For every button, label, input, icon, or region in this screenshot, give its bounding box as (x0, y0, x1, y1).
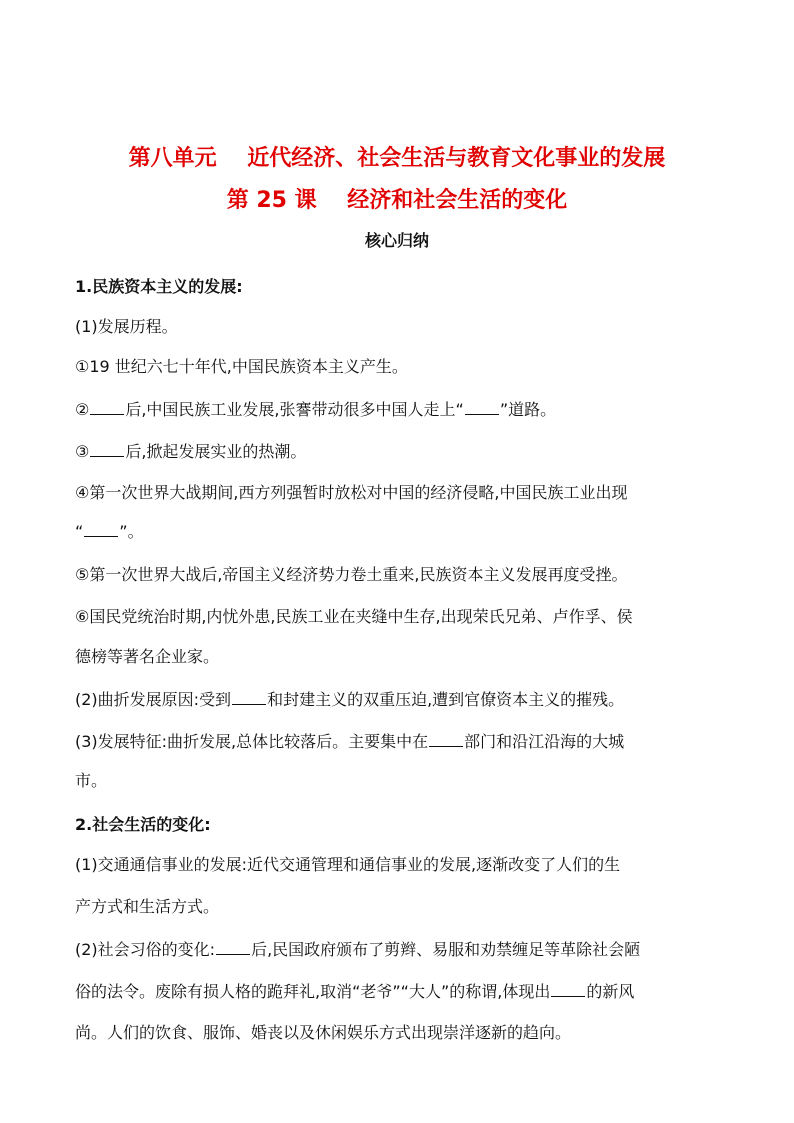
sub3-text: (3)发展特征:曲折发展,总体比较落后。主要集中在 (75, 732, 429, 751)
section1-sub3 (75, 730, 624, 753)
section1-item1: ①19 世纪六七十年代,中国民族资本主义产生。 (75, 357, 408, 376)
fill-in-blank[interactable] (90, 440, 124, 457)
sub2-text: (2)曲折发展原因:受到 (75, 690, 232, 709)
section1-sub2 (75, 688, 624, 711)
section1-sub3-line2: 市。 (75, 771, 108, 790)
unit-title: 第八单元 近代经济、社会生活与教育文化事业的发展 (128, 146, 666, 171)
sub3-tail: 部门和沿江沿海的大城 (464, 732, 625, 751)
s2-sub2-line2-tail: 的新风 (586, 982, 635, 1001)
item4-quote-open: “ (75, 522, 84, 541)
lesson-title: 第 25 课 经济和社会生活的变化 (226, 188, 568, 213)
section1-sub1: (1)发展历程。 (75, 317, 178, 336)
section1-item2 (75, 398, 556, 421)
section2-sub1-line2: 产方式和生活方式。 (75, 897, 220, 916)
section1-item6-line1: ⑥国民党统治时期,内忧外患,民族工业在夹缝中生存,出现荣氏兄弟、卢作孚、侯 (75, 607, 633, 626)
section1-item6-line2: 德榜等著名企业家。 (75, 647, 220, 666)
fill-in-blank[interactable] (90, 398, 124, 415)
fill-in-blank[interactable] (216, 938, 250, 955)
s2-sub2-text: (2)社会习俗的变化: (75, 940, 216, 959)
item2-number: ② (75, 400, 90, 419)
item3-number: ③ (75, 442, 90, 461)
s2-sub2-tail: 后,民国政府颁布了剪辫、易服和劝禁缠足等革除社会陋 (251, 940, 641, 959)
fill-in-blank[interactable] (551, 980, 585, 997)
section2-sub2-line2 (75, 980, 634, 1003)
fill-in-blank[interactable] (465, 398, 499, 415)
section2-sub1-line1: (1)交通通信事业的发展:近代交通管理和通信事业的发展,逐渐改变了人们的生 (75, 855, 621, 874)
section1-item4-line2 (75, 520, 144, 543)
item3-text: 后,掀起发展实业的热潮。 (125, 442, 307, 461)
section2-sub2-line3: 尚。人们的饮食、服饰、婚丧以及休闲娱乐方式出现崇洋逐新的趋向。 (75, 1023, 572, 1042)
section-title: 核心归纳 (364, 231, 429, 250)
fill-in-blank[interactable] (429, 730, 463, 747)
item2-tail: ”道路。 (499, 400, 557, 419)
sub2-tail: 和封建主义的双重压迫,遭到官僚资本主义的摧残。 (267, 690, 625, 709)
section1-item5: ⑤第一次世界大战后,帝国主义经济势力卷土重来,民族资本主义发展再度受挫。 (75, 565, 628, 584)
section1-heading: 1.民族资本主义的发展: (75, 277, 243, 296)
fill-in-blank[interactable] (84, 520, 118, 537)
s2-sub2-line2-text: 俗的法令。废除有损人格的跪拜礼,取消“老爷”“大人”的称谓,体现出 (75, 982, 551, 1001)
section2-sub2 (75, 938, 640, 961)
item2-text: 后,中国民族工业发展,张謇带动很多中国人走上“ (125, 400, 464, 419)
fill-in-blank[interactable] (232, 688, 266, 705)
section1-item4-line1: ④第一次世界大战期间,西方列强暂时放松对中国的经济侵略,中国民族工业出现 (75, 483, 628, 502)
section1-item3 (75, 440, 306, 463)
item4-quote-close: ”。 (119, 522, 144, 541)
section2-heading: 2.社会生活的变化: (75, 815, 211, 834)
